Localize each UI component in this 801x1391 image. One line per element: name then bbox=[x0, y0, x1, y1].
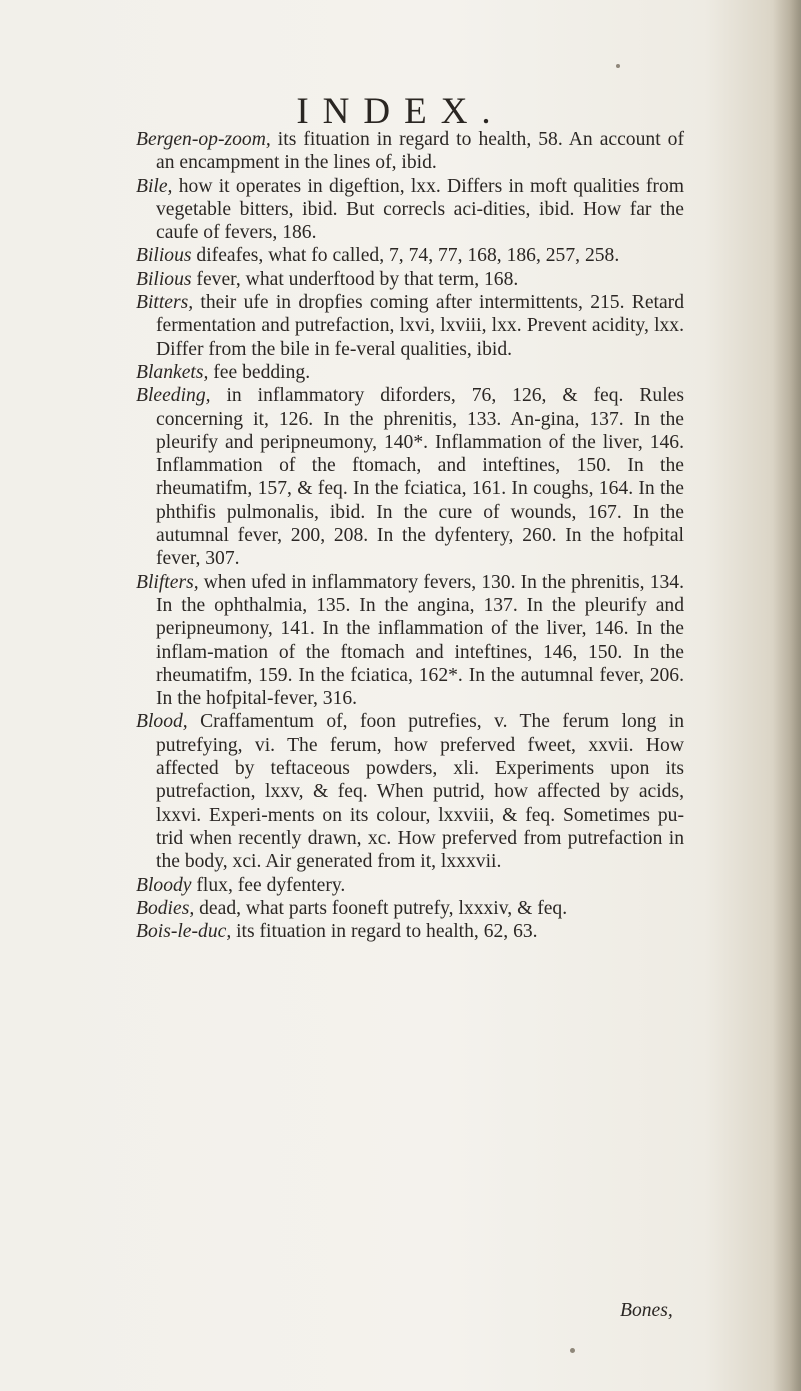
index-entry bbox=[136, 128, 684, 175]
entry-term: Blifters, bbox=[136, 571, 199, 593]
entry-term: Bilious bbox=[136, 245, 192, 267]
entry-text: Craffamentum of, foon putrefies, v. The ferum long in putrefying, vi. The ferum, how preferved fweet, xxvii. How affected by teftaceous powders, xli. Experiments upon its putrefaction, lxxv, & feq. When putrid, how affected by acids, lxxvi. Experi-ments on its colour, lxxviii, & feq. Sometimes pu-trid when recently drawn, xc. How preferved from putrefaction in the body, xci. Air generated from it, lxxxvii. bbox=[156, 711, 684, 873]
entry-term: Bois-le-duc, bbox=[136, 921, 232, 943]
entry-term: Bodies, bbox=[136, 897, 195, 919]
entry-text: their ufe in dropfies coming after intermittents, 215. Retard fermentation and putrefaction, lxvi, lxviii, lxx. Prevent acidity, lxx. Differ from the bile in fe-veral qualities, ibid. bbox=[156, 292, 684, 360]
index-entry bbox=[136, 175, 684, 245]
index-entry bbox=[136, 291, 684, 361]
index-entry bbox=[136, 571, 684, 711]
entry-text: when ufed in inflammatory fevers, 130. In the phrenitis, 134. In the ophthalmia, 135. In the angina, 137. In the pleurify and peripneumony, 141. In the inflammation of the liver, 146. In the inflam-mation of the ftomach and inteftines, 146, 150. In the rheumatifm, 159. In the fciatica, 162*. In the autumnal fever, 206. In the hofpital-fever, 316. bbox=[156, 571, 684, 710]
catchword: Bones, bbox=[620, 1300, 673, 1321]
page-edge-shadow bbox=[773, 0, 801, 1391]
entry-term: Bile, bbox=[136, 175, 173, 197]
entry-term: Bitters, bbox=[136, 292, 194, 314]
index-entry bbox=[136, 244, 684, 267]
index-entry bbox=[136, 920, 684, 943]
ink-speck bbox=[616, 64, 620, 68]
index-entry bbox=[136, 361, 684, 384]
index-entry bbox=[136, 874, 684, 897]
entry-text: flux, fee dyfentery. bbox=[191, 874, 346, 896]
entry-text: dead, what parts fooneft putrefy, lxxxiv, & feq. bbox=[194, 897, 568, 919]
index-entry bbox=[136, 710, 684, 873]
entry-term: Bloody bbox=[136, 874, 192, 896]
entry-term: Bilious bbox=[136, 268, 192, 290]
entry-text: fee bedding. bbox=[208, 361, 311, 383]
entry-text: its fituation in regard to health, 58. An account of an encampment in the lines of, ibid. bbox=[156, 129, 684, 174]
index-entry bbox=[136, 268, 684, 291]
index-entries bbox=[136, 128, 684, 943]
index-entry bbox=[136, 897, 684, 920]
page-heading: INDEX. bbox=[296, 91, 505, 132]
ink-speck bbox=[570, 1348, 575, 1353]
entry-term: Bergen-op-zoom, bbox=[136, 129, 271, 150]
entry-text: how it operates in digeftion, lxx. Differs in moft qualities from vegetable bitters, ibid. But correcls aci-dities, ibid. How far the caufe of fevers, 186. bbox=[156, 175, 684, 244]
index-entry bbox=[136, 384, 684, 570]
entry-term: Bleeding, bbox=[136, 385, 211, 407]
entry-term: Blankets, bbox=[136, 361, 209, 383]
entry-term: Blood, bbox=[136, 711, 188, 733]
entry-text: in inflammatory diforders, 76, 126, & feq. Rules concerning it, 126. In the phrenitis, 133. An-gina, 137. In the pleurify and peripneumony, 140*. Inflammation of the liver, 146. Inflammation of the ftomach, and inteftines, 150. In the rheumatifm, 157, & feq. In the fciatica, 161. In coughs, 164. In the phthifis pulmonalis, ibid. In the cure of wounds, 167. In the autumnal fever, 200, 208. In the dyfentery, 260. In the hofpital fever, 307. bbox=[156, 385, 684, 570]
entry-text: difeafes, what fo called, 7, 74, 77, 168, 186, 257, 258. bbox=[191, 245, 620, 267]
entry-text: fever, what underftood by that term, 168. bbox=[191, 268, 519, 290]
entry-text: its fituation in regard to health, 62, 63. bbox=[231, 921, 538, 943]
